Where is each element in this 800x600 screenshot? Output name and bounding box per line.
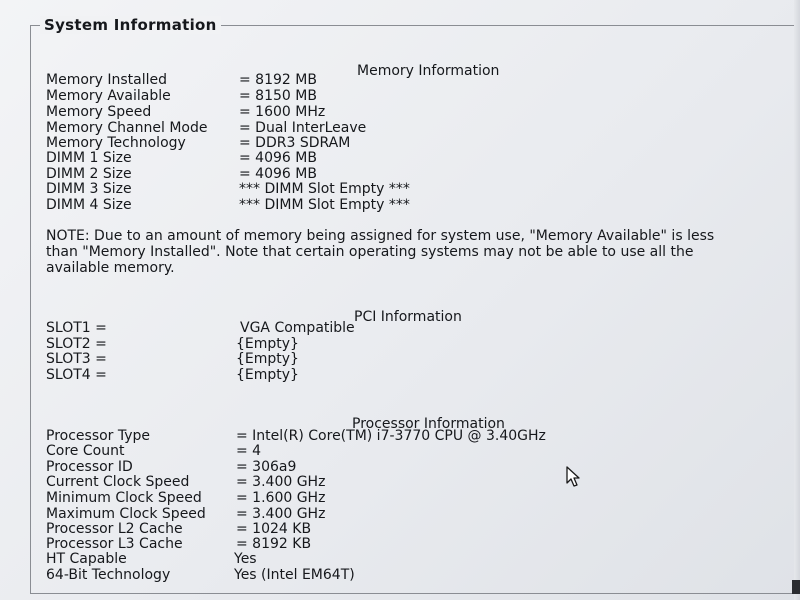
processor-row-value: = 4 — [236, 443, 262, 459]
panel-title: System Information — [40, 16, 221, 34]
pci-row-value: {Empty} — [236, 367, 299, 383]
memory-row-label: DIMM 4 Size — [46, 197, 132, 213]
memory-row-value: = 8150 MB — [239, 88, 317, 104]
memory-row-value: = 4096 MB — [239, 166, 317, 182]
processor-row-label: Processor L3 Cache — [46, 536, 183, 552]
memory-row-label: Memory Available — [46, 88, 171, 104]
pci-row-value: VGA Compatible — [240, 320, 355, 336]
processor-row-value: Yes (Intel EM64T) — [234, 567, 355, 583]
processor-row-value: = 1.600 GHz — [236, 490, 326, 506]
processor-row-label: Maximum Clock Speed — [46, 506, 206, 522]
memory-row-label: DIMM 2 Size — [46, 166, 132, 182]
processor-row-label: HT Capable — [46, 551, 127, 567]
pci-row-label: SLOT1 = — [46, 320, 107, 336]
memory-row-label: Memory Technology — [46, 135, 186, 151]
processor-row-value: = 306a9 — [236, 459, 297, 475]
memory-row-label: Memory Speed — [46, 104, 152, 120]
memory-row-value: = 4096 MB — [239, 150, 317, 166]
mouse-pointer-icon — [566, 466, 582, 488]
processor-row-value: = 3.400 GHz — [236, 506, 326, 522]
memory-row-value: *** DIMM Slot Empty *** — [239, 181, 410, 197]
processor-row-value: = 1024 KB — [236, 521, 312, 537]
memory-row-value: = 8192 MB — [239, 72, 317, 88]
memory-row-value: = 1600 MHz — [239, 104, 326, 120]
processor-row-label: Minimum Clock Speed — [46, 490, 202, 506]
pci-row-value: {Empty} — [236, 351, 299, 367]
processor-row-value: = 8192 KB — [236, 536, 312, 552]
memory-row-label: DIMM 1 Size — [46, 150, 132, 166]
memory-row-value: = Dual InterLeave — [239, 120, 367, 136]
memory-note-line: NOTE: Due to an amount of memory being assigned for system use, "Memory Available" is less — [46, 228, 715, 244]
memory-note-line: available memory. — [46, 260, 175, 276]
memory-row-value: *** DIMM Slot Empty *** — [239, 197, 410, 213]
pci-row-value: {Empty} — [236, 336, 299, 352]
processor-row-label: Processor Type — [46, 428, 151, 444]
processor-row-label: Core Count — [46, 443, 125, 459]
pci-row-label: SLOT2 = — [46, 336, 107, 352]
processor-row-label: Current Clock Speed — [46, 474, 190, 490]
screen-edge — [794, 0, 800, 600]
memory-note-line: than "Memory Installed". Note that certain operating systems may not be able to use all the — [46, 244, 694, 260]
processor-row-label: Processor ID — [46, 459, 133, 475]
memory-section-title: Memory Information — [357, 63, 500, 79]
pci-section-title: PCI Information — [354, 309, 462, 325]
memory-row-label: DIMM 3 Size — [46, 181, 132, 197]
memory-note — [46, 228, 786, 276]
processor-row-label: 64-Bit Technology — [46, 567, 171, 583]
processor-row-value: = 3.400 GHz — [236, 474, 326, 490]
pci-row-label: SLOT4 = — [46, 367, 107, 383]
scroll-indicator — [792, 580, 800, 594]
processor-row-label: Processor L2 Cache — [46, 521, 183, 537]
memory-row-label: Memory Installed — [46, 72, 168, 88]
pci-row-label: SLOT3 = — [46, 351, 107, 367]
memory-row-label: Memory Channel Mode — [46, 120, 208, 136]
memory-row-value: = DDR3 SDRAM — [239, 135, 351, 151]
processor-section-title: Processor Information — [352, 416, 505, 432]
processor-row-value: = Intel(R) Core(TM) i7-3770 CPU @ 3.40GHz — [236, 428, 546, 444]
processor-row-value: Yes — [234, 551, 257, 567]
